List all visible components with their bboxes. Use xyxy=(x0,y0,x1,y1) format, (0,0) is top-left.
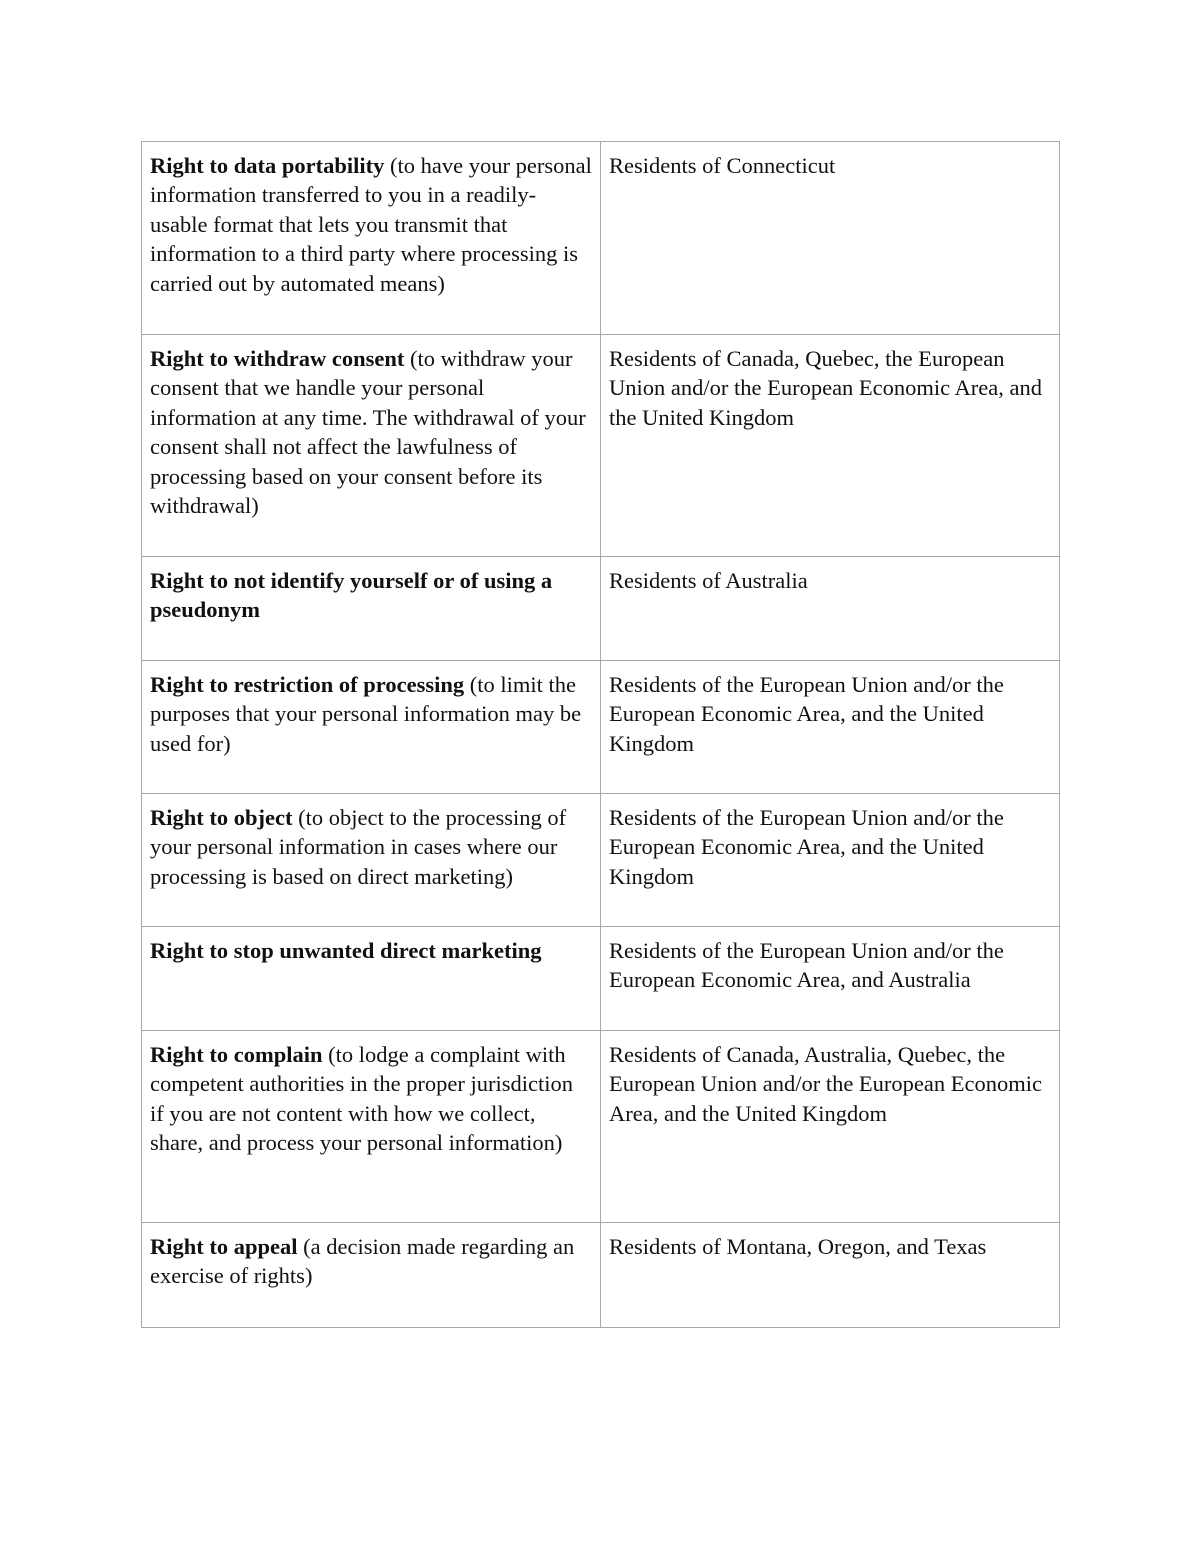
right-name: Right to complain xyxy=(150,1042,323,1067)
right-description-cell xyxy=(142,927,601,1031)
right-detail: (to object to the processing of your personal information in cases where our processing is based on direct marketing) xyxy=(150,805,567,889)
applies-to-cell xyxy=(601,557,1060,661)
right-name: Right to restriction of processing xyxy=(150,672,465,697)
applies-to-text: Residents of Connecticut xyxy=(609,153,836,178)
applies-to-cell xyxy=(601,661,1060,794)
applies-to-text: Residents of Montana, Oregon, and Texas xyxy=(609,1234,987,1259)
right-description-cell xyxy=(142,335,601,557)
right-description-cell xyxy=(142,794,601,927)
right-name: Right to object xyxy=(150,805,293,830)
right-detail: (a decision made regarding an exercise of rights) xyxy=(150,1234,575,1289)
table-row xyxy=(142,1223,1060,1328)
table-row xyxy=(142,794,1060,927)
applies-to-cell xyxy=(601,142,1060,335)
applies-to-cell xyxy=(601,927,1060,1031)
right-description-cell xyxy=(142,557,601,661)
table-row xyxy=(142,1031,1060,1223)
right-detail: (to withdraw your consent that we handle your personal information at any time. The withdrawal of your consent shall not affect the lawfulness of processing based on your consent before its withdrawal) xyxy=(150,346,586,519)
right-detail: (to have your personal information transferred to you in a readily-usable format that lets you transmit that information to a third party where processing is carried out by automated means) xyxy=(150,153,592,296)
applies-to-text: Residents of Australia xyxy=(609,568,808,593)
table-row xyxy=(142,661,1060,794)
table-row xyxy=(142,142,1060,335)
applies-to-cell xyxy=(601,1031,1060,1223)
applies-to-text: Residents of Canada, Australia, Quebec, the European Union and/or the European Economic Area, and the United Kingdom xyxy=(609,1042,1042,1126)
table-row xyxy=(142,335,1060,557)
right-description-cell xyxy=(142,1031,601,1223)
applies-to-cell xyxy=(601,794,1060,927)
applies-to-text: Residents of the European Union and/or the European Economic Area, and the United Kingdom xyxy=(609,672,1004,756)
right-name: Right to not identify yourself or of using a pseudonym xyxy=(150,568,553,623)
right-name: Right to stop unwanted direct marketing xyxy=(150,938,542,963)
applies-to-text: Residents of the European Union and/or the European Economic Area, and the United Kingdom xyxy=(609,805,1004,889)
table-row xyxy=(142,927,1060,1031)
right-description-cell xyxy=(142,1223,601,1328)
right-name: Right to withdraw consent xyxy=(150,346,405,371)
applies-to-text: Residents of Canada, Quebec, the European Union and/or the European Economic Area, and the United Kingdom xyxy=(609,346,1042,430)
rights-table xyxy=(141,141,1060,1328)
right-name: Right to data portability xyxy=(150,153,385,178)
applies-to-cell xyxy=(601,1223,1060,1328)
right-description-cell xyxy=(142,661,601,794)
right-description-cell xyxy=(142,142,601,335)
table-row xyxy=(142,557,1060,661)
right-name: Right to appeal xyxy=(150,1234,298,1259)
applies-to-cell xyxy=(601,335,1060,557)
right-detail: (to lodge a complaint with competent authorities in the proper jurisdiction if you are not content with how we collect, share, and process your personal information) xyxy=(150,1042,574,1156)
applies-to-text: Residents of the European Union and/or the European Economic Area, and Australia xyxy=(609,938,1004,993)
right-detail: (to limit the purposes that your personal information may be used for) xyxy=(150,672,582,756)
